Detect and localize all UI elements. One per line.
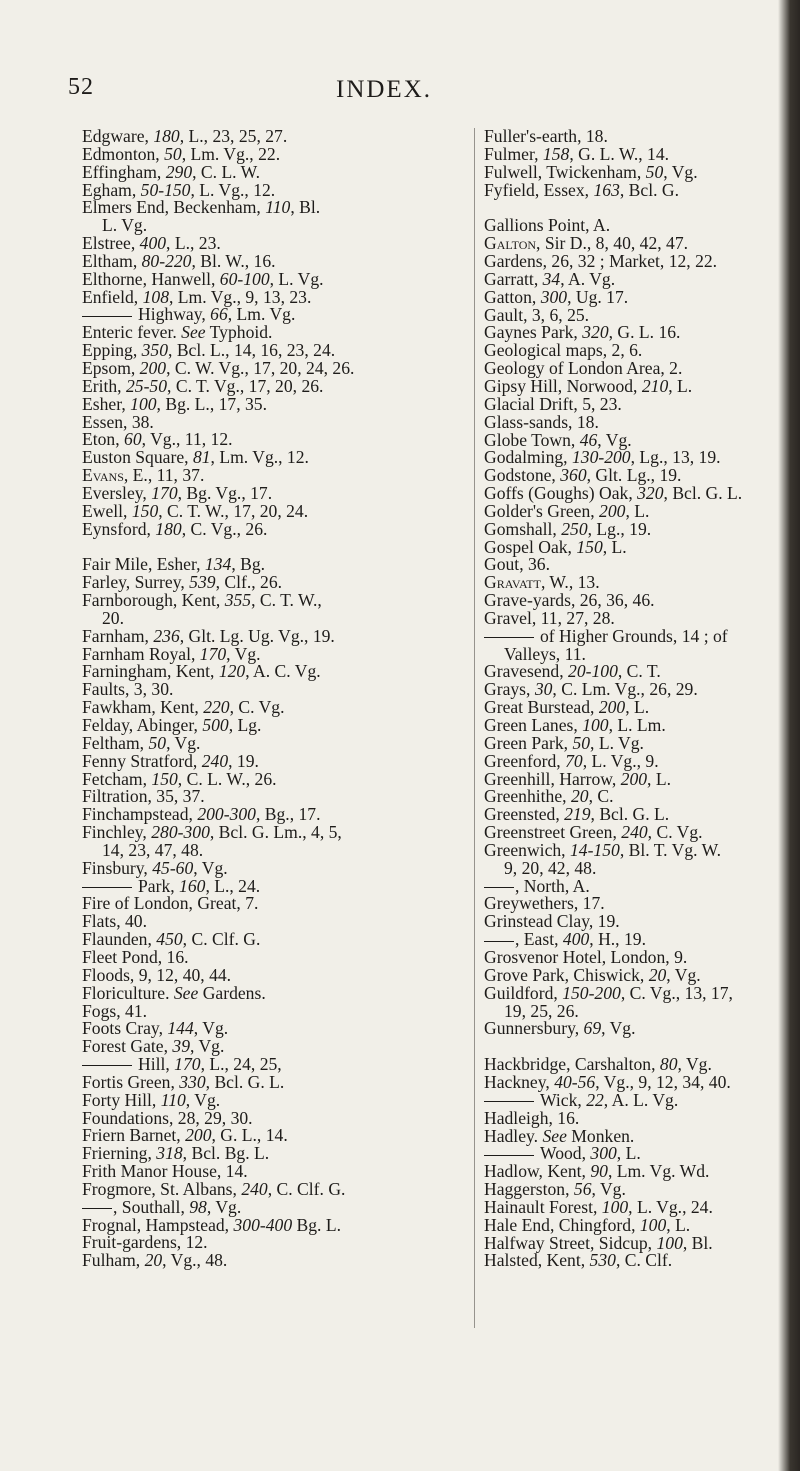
- index-entry: Greenstreet Green, 240, C. Vg.: [484, 822, 703, 843]
- index-entry: Finchley, 280-300, Bcl. G. Lm., 4, 5,: [82, 822, 342, 843]
- index-entry: Finsbury, 45-60, Vg.: [82, 857, 228, 878]
- index-entry: Frith Manor House, 14.: [82, 1161, 248, 1182]
- index-entry: Gaynes Park, 320, G. L. 16.: [484, 322, 681, 343]
- index-subentry: Highway, 66, Lm. Vg.: [82, 306, 462, 324]
- running-title: INDEX.: [336, 76, 433, 103]
- index-entry: Floods, 9, 12, 40, 44.: [82, 964, 232, 985]
- index-entry: Foundations, 28, 29, 30.: [82, 1107, 253, 1128]
- index-entry-continuation: 19, 25, 26.: [504, 1000, 579, 1021]
- index-entry: Farningham, Kent, 120, A. C. Vg.: [82, 661, 321, 682]
- index-entry: Fawkham, Kent, 220, C. Vg.: [82, 697, 285, 718]
- index-entry: Hadley. See Monken.: [484, 1125, 635, 1146]
- index-entry: Elstree, 400, L., 23.: [82, 233, 221, 254]
- index-entry: Godalming, 130-200, Lg., 13, 19.: [484, 447, 721, 468]
- index-entry: Enfield, 108, Lm. Vg., 9, 13, 23.: [82, 286, 312, 307]
- index-entry: Eltham, 80-220, Bl. W., 16.: [82, 250, 276, 271]
- index-entry: Galton, Sir D., 8, 40, 42, 47.: [484, 233, 689, 254]
- index-entry: Globe Town, 46, Vg.: [484, 429, 632, 450]
- index-entry: Farnham Royal, 170, Vg.: [82, 643, 261, 664]
- index-entry: Essen, 38.: [82, 411, 154, 432]
- index-entry: Forest Gate, 39, Vg.: [82, 1036, 225, 1057]
- index-entry: Elthorne, Hanwell, 60-100, L. Vg.: [82, 268, 324, 289]
- page-number: 52: [68, 74, 94, 100]
- index-entry: Green Lanes, 100, L. Lm.: [484, 715, 666, 735]
- index-entry: Godstone, 360, Glt. Lg., 19.: [484, 465, 682, 486]
- index-entry: Haggerston, 56, Vg.: [484, 1179, 626, 1200]
- index-entry: Farley, Surrey, 539, Clf., 26.: [82, 572, 283, 593]
- index-entry: Gardens, 26, 32 ; Market, 12, 22.: [484, 251, 718, 272]
- index-entry: Gatton, 300, Ug. 17.: [484, 286, 629, 307]
- index-entry: Hainault Forest, 100, L. Vg., 24.: [484, 1196, 713, 1217]
- index-subentry: , East, 400, H., 19.: [484, 931, 788, 949]
- index-entry: Epping, 350, Bcl. L., 14, 16, 23, 24.: [82, 340, 336, 361]
- index-entry: Ewell, 150, C. T. W., 17, 20, 24.: [82, 500, 309, 521]
- index-entry: Felday, Abinger, 500, Lg.: [82, 715, 262, 735]
- index-entry: Farnborough, Kent, 355, C. T. W.,: [82, 590, 322, 611]
- index-column-right: [484, 128, 788, 1270]
- index-entry: Gospel Oak, 150, L.: [484, 536, 627, 557]
- index-entry: Elmers End, Beckenham, 110, Bl.: [82, 197, 321, 218]
- index-subentry: Hill, 170, L., 24, 25,: [82, 1056, 462, 1074]
- index-entry: Farnham, 236, Glt. Lg. Ug. Vg., 19.: [82, 625, 335, 646]
- index-entry: Halfway Street, Sidcup, 100, Bl.: [484, 1232, 713, 1253]
- index-column-left: [82, 128, 462, 1270]
- index-entry: Flaunden, 450, C. Clf. G.: [82, 929, 261, 950]
- index-entry-continuation: 9, 20, 42, 48.: [504, 857, 597, 878]
- index-entry: Fortis Green, 330, Bcl. G. L.: [82, 1071, 285, 1092]
- index-entry: Greenhill, Harrow, 200, L.: [484, 768, 671, 789]
- index-entry-continuation: 20.: [102, 607, 124, 628]
- index-subentry: Park, 160, L., 24.: [82, 878, 462, 896]
- index-entry: Eynsford, 180, C. Vg., 26.: [82, 518, 268, 539]
- index-subentry: , North, A.: [484, 878, 788, 896]
- ditto-dash: [82, 1208, 112, 1209]
- index-entry: Grinstead Clay, 19.: [484, 911, 620, 932]
- index-entry: Greywethers, 17.: [484, 893, 605, 914]
- index-entry: Geological maps, 2, 6.: [484, 340, 643, 361]
- ditto-dash: [82, 1065, 132, 1066]
- index-entry: Grosvenor Hotel, London, 9.: [484, 946, 688, 967]
- index-entry: Halsted, Kent, 530, C. Clf.: [484, 1250, 673, 1271]
- index-entry: Greenwich, 14-150, Bl. T. Vg. W.: [484, 839, 722, 860]
- page-edge-shadow: [778, 0, 800, 1471]
- index-entry: Edgware, 180, L., 23, 25, 27.: [82, 126, 288, 146]
- index-entry-continuation: L. Vg.: [102, 215, 148, 236]
- index-entry: Glacial Drift, 5, 23.: [484, 393, 622, 414]
- index-entry: Goffs (Goughs) Oak, 320, Bcl. G. L.: [484, 483, 743, 504]
- index-entry-continuation: 14, 23, 47, 48.: [102, 839, 204, 860]
- index-entry: Effingham, 290, C. L. W.: [82, 161, 261, 182]
- index-entry: Guildford, 150-200, C. Vg., 13, 17,: [484, 982, 733, 1003]
- index-entry: Frognal, Hampstead, 300-400 Bg. L.: [82, 1214, 341, 1235]
- index-entry: Epsom, 200, C. W. Vg., 17, 20, 24, 26.: [82, 357, 355, 378]
- index-entry: Golder's Green, 200, L.: [484, 500, 650, 521]
- index-entry: Grays, 30, C. Lm. Vg., 26, 29.: [484, 679, 698, 700]
- index-entry: Fenny Stratford, 240, 19.: [82, 750, 259, 771]
- index-entry: Greensted, 219, Bcl. G. L.: [484, 804, 670, 825]
- index-entry: Eton, 60, Vg., 11, 12.: [82, 429, 233, 450]
- index-entry: Enteric fever. See Typhoid.: [82, 322, 273, 343]
- index-entry: Faults, 3, 30.: [82, 679, 174, 700]
- column-divider: [474, 128, 475, 1328]
- index-entry: Gomshall, 250, Lg., 19.: [484, 518, 652, 539]
- index-entry: Edmonton, 50, Lm. Vg., 22.: [82, 143, 281, 164]
- index-subentry: Wick, 22, A. L. Vg.: [484, 1092, 788, 1110]
- index-entry: Grove Park, Chiswick, 20, Vg.: [484, 964, 701, 985]
- index-entry: Fire of London, Great, 7.: [82, 893, 259, 914]
- index-entry-continuation: Valleys, 11.: [504, 643, 586, 664]
- index-entry: Gipsy Hill, Norwood, 210, L.: [484, 375, 693, 396]
- index-entry: Filtration, 35, 37.: [82, 786, 205, 807]
- index-entry: Foots Cray, 144, Vg.: [82, 1018, 229, 1039]
- index-entry: Friernіng, 318, Bcl. Bg. L.: [82, 1143, 270, 1164]
- index-entry: Finchampstead, 200-300, Bg., 17.: [82, 804, 321, 825]
- index-subentry: Wood, 300, L.: [484, 1145, 788, 1163]
- ditto-dash: [484, 1155, 534, 1156]
- index-subentry: , Southall, 98, Vg.: [82, 1199, 462, 1217]
- index-entry: Hale End, Chingford, 100, L.: [484, 1214, 691, 1235]
- index-entry: Fulwell, Twickenham, 50, Vg.: [484, 161, 698, 182]
- index-entry: Fogs, 41.: [82, 1000, 148, 1021]
- index-entry: Eversley, 170, Bg. Vg., 17.: [82, 482, 273, 503]
- index-entry: Gunnersbury, 69, Vg.: [484, 1018, 636, 1039]
- index-entry: Gravatt, W., 13.: [484, 572, 600, 593]
- index-entry: Fetcham, 150, C. L. W., 26.: [82, 768, 277, 789]
- index-entry: Grave-yards, 26, 36, 46.: [484, 590, 655, 611]
- ditto-dash: [484, 637, 534, 638]
- index-entry: Fulmer, 158, G. L. W., 14.: [484, 143, 670, 164]
- index-entry: Gout, 36.: [484, 554, 550, 575]
- index-entry: Great Burstead, 200, L.: [484, 697, 650, 718]
- index-entry: Greenford, 70, L. Vg., 9.: [484, 750, 659, 771]
- index-entry: Esher, 100, Bg. L., 17, 35.: [82, 393, 267, 414]
- index-entry: Egham, 50-150, L. Vg., 12.: [82, 179, 276, 200]
- index-entry: Floriculture. See Gardens.: [82, 982, 266, 1003]
- ditto-dash: [82, 887, 132, 888]
- index-entry: Fleet Pond, 16.: [82, 946, 189, 967]
- index-entry: Frogmore, St. Albans, 240, C. Clf. G.: [82, 1178, 346, 1199]
- ditto-dash: [484, 941, 514, 942]
- ditto-dash: [82, 316, 132, 317]
- index-subentry: of Higher Grounds, 14 ; of: [484, 628, 788, 646]
- index-entry: Forty Hill, 110, Vg.: [82, 1089, 221, 1110]
- index-entry: Fair Mile, Esher, 134, Bg.: [82, 554, 266, 575]
- index-entry: Green Park, 50, L. Vg.: [484, 732, 644, 753]
- index-entry: Fruit-gardens, 12.: [82, 1232, 208, 1253]
- index-entry: Evans, E., 11, 37.: [82, 465, 205, 486]
- ditto-dash: [484, 887, 514, 888]
- index-entry: Garratt, 34, A. Vg.: [484, 268, 616, 289]
- index-entry: Geology of London Area, 2.: [484, 358, 683, 379]
- index-entry: Flats, 40.: [82, 911, 148, 932]
- index-entry: Gravesend, 20-100, C. T.: [484, 661, 661, 682]
- index-entry: Fulham, 20, Vg., 48.: [82, 1250, 228, 1271]
- index-entry: Fuller's-earth, 18.: [484, 126, 608, 146]
- index-entry: Hadleigh, 16.: [484, 1107, 580, 1128]
- index-entry: Gravel, 11, 27, 28.: [484, 607, 615, 628]
- index-entry: Greenhithe, 20, C.: [484, 786, 614, 807]
- index-entry: Euston Square, 81, Lm. Vg., 12.: [82, 447, 309, 468]
- index-entry: Hackney, 40-56, Vg., 9, 12, 34, 40.: [484, 1072, 731, 1093]
- ditto-dash: [484, 1101, 534, 1102]
- index-entry: Feltham, 50, Vg.: [82, 732, 201, 753]
- index-entry: Erith, 25-50, C. T. Vg., 17, 20, 26.: [82, 375, 324, 396]
- index-entry: Gallions Point, A.: [484, 215, 611, 236]
- index-entry: Glass-sands, 18.: [484, 411, 599, 432]
- index-entry: Hadlow, Kent, 90, Lm. Vg. Wd.: [484, 1161, 710, 1182]
- index-entry: Friern Barnet, 200, G. L., 14.: [82, 1125, 288, 1146]
- index-entry: Fyfield, Essex, 163, Bcl. G.: [484, 179, 679, 200]
- index-entry: Gault, 3, 6, 25.: [484, 304, 590, 325]
- index-entry: Hackbridge, Carshalton, 80, Vg.: [484, 1054, 712, 1075]
